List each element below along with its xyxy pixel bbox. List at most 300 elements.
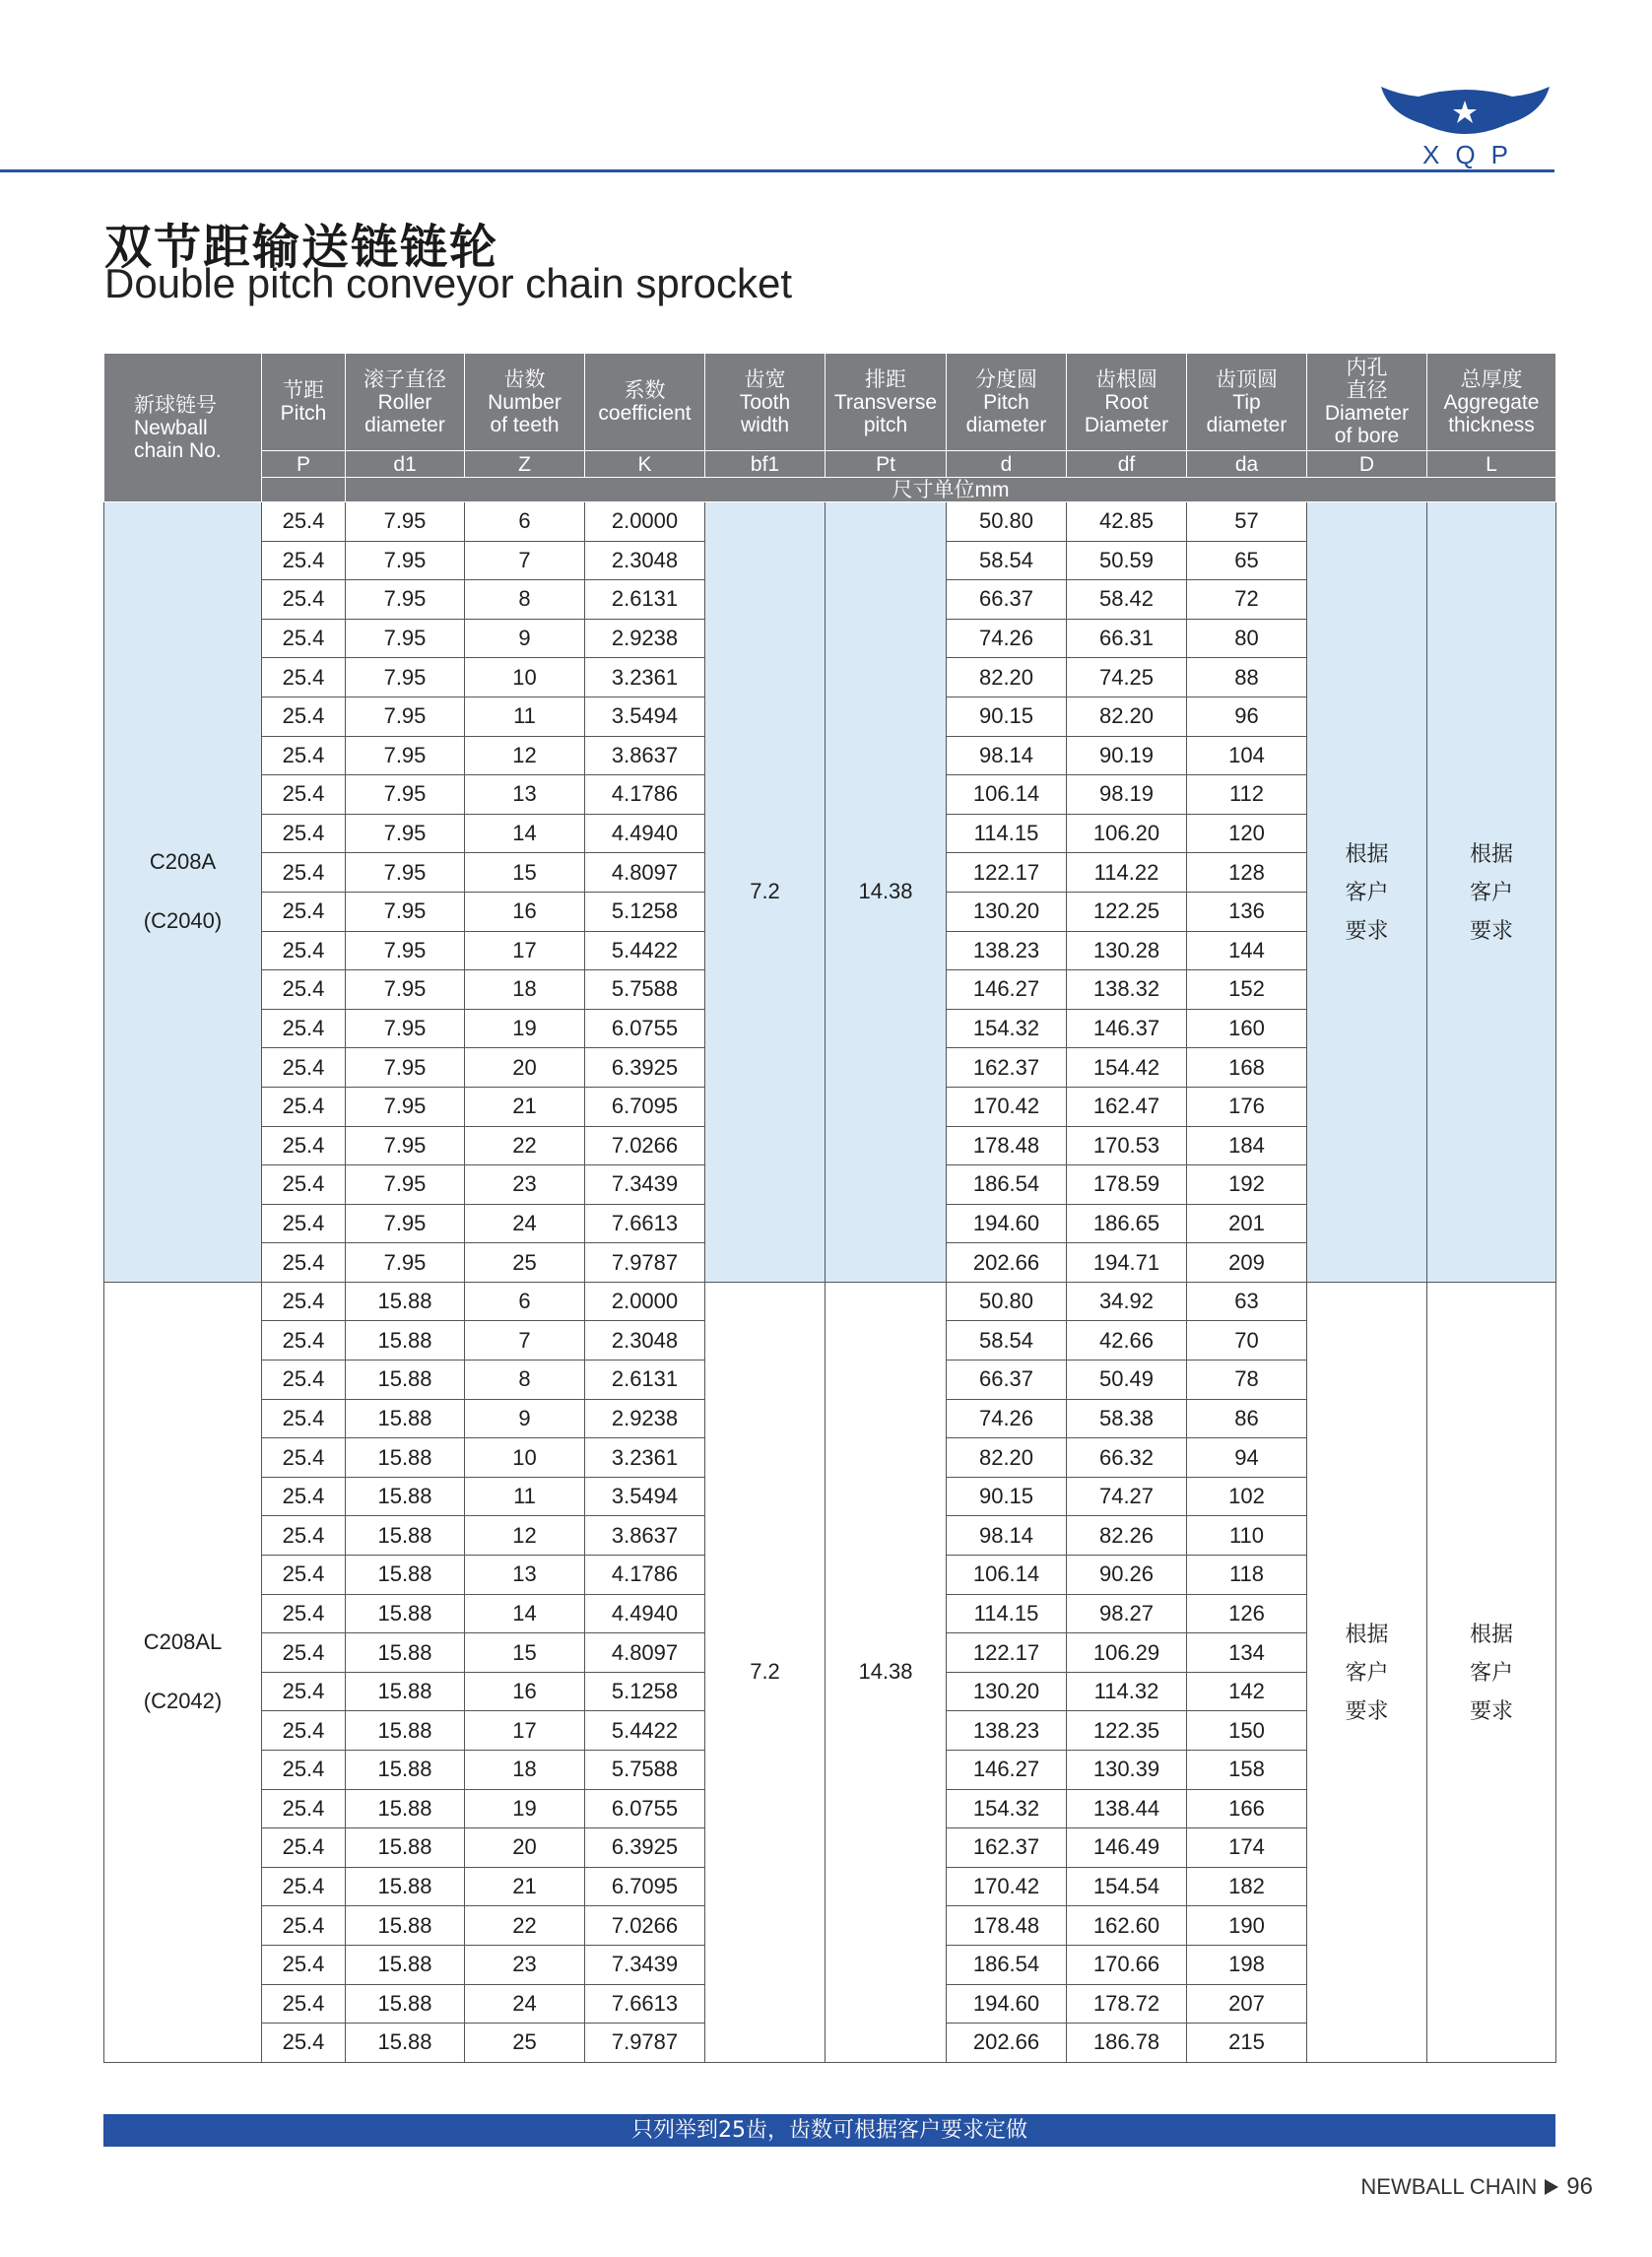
cell: 15.88 (346, 1672, 465, 1711)
cell: 2.9238 (585, 1399, 705, 1438)
cell-line: C208AL (143, 1629, 223, 1655)
header-newball-chain-no (104, 354, 262, 502)
cell: 13 (465, 775, 585, 815)
thickness-cell (1427, 1282, 1556, 2062)
cell-line: 客户 (1345, 1659, 1389, 1685)
cell: 7.95 (346, 658, 465, 697)
cell: 2.3048 (585, 541, 705, 580)
cell: 152 (1187, 970, 1307, 1010)
tooth-width-cell: 7.2 (705, 1282, 826, 2062)
cell: 130.20 (947, 892, 1067, 931)
cell: 50.49 (1067, 1361, 1187, 1400)
cell: 170.53 (1067, 1126, 1187, 1165)
cell-line: 节距 (283, 379, 324, 402)
cell: 98.27 (1067, 1594, 1187, 1633)
logo-text: XQP (1422, 140, 1524, 169)
cell: 7.6613 (585, 1984, 705, 2024)
logo (1379, 85, 1552, 168)
cell: 25.4 (262, 697, 346, 736)
cell-line: 客户 (1469, 1659, 1513, 1685)
cell-line: chain No. (134, 438, 222, 462)
cell: 110 (1187, 1516, 1307, 1556)
cell: 15.88 (346, 1945, 465, 1984)
chain-number-cell (104, 502, 262, 1283)
cell: 136 (1187, 892, 1307, 931)
cell: 178.48 (947, 1906, 1067, 1946)
cell: 144 (1187, 931, 1307, 970)
cell: 7.95 (346, 1048, 465, 1088)
cell: 6.3925 (585, 1048, 705, 1088)
cell: 12 (465, 736, 585, 775)
cell: 82.20 (947, 1438, 1067, 1478)
cell: 4.4940 (585, 814, 705, 853)
cell: 182 (1187, 1867, 1307, 1906)
cell: 154.32 (947, 1009, 1067, 1048)
cell: 15.88 (346, 1282, 465, 1321)
cell: 106.14 (947, 1556, 1067, 1595)
cell: 6.0755 (585, 1009, 705, 1048)
cell: 126 (1187, 1594, 1307, 1633)
cell: 5.4422 (585, 1711, 705, 1751)
cell-line: 根据 (1469, 1621, 1513, 1646)
thickness-cell (1427, 502, 1556, 1283)
table-note: 只列举到25齿，齿数可根据客户要求定做 (103, 2114, 1555, 2147)
cell: 90.19 (1067, 736, 1187, 775)
cell: 86 (1187, 1399, 1307, 1438)
cell: 25.4 (262, 736, 346, 775)
cell-line: Pitch (280, 402, 327, 425)
cell: 162.47 (1067, 1087, 1187, 1126)
cell: 25.4 (262, 931, 346, 970)
table-group-c208a (104, 502, 1556, 1283)
header-col-1 (346, 354, 465, 451)
cell: 25.4 (262, 541, 346, 580)
page-title-cn: 双节距输送链链轮 (104, 220, 499, 275)
cell-line: diameter (1206, 413, 1288, 436)
cell: 98.19 (1067, 775, 1187, 815)
cell: 25.4 (262, 1204, 346, 1243)
cell: 122.25 (1067, 892, 1187, 931)
cell-line: 客户 (1345, 879, 1389, 904)
cell-line: C208A (149, 849, 217, 875)
cell: 25.4 (262, 1516, 346, 1556)
header-col-5 (826, 354, 947, 451)
page-footer (1360, 2173, 1593, 2201)
cell: 19 (465, 1789, 585, 1828)
cell: 18 (465, 970, 585, 1010)
cell-line: 排距 (865, 367, 906, 391)
cell: 106.14 (947, 775, 1067, 815)
cell: 16 (465, 1672, 585, 1711)
cell: 128 (1187, 853, 1307, 893)
cell: 170.42 (947, 1087, 1067, 1126)
cell: 9 (465, 619, 585, 658)
cell: 25.4 (262, 1867, 346, 1906)
cell: 2.6131 (585, 580, 705, 620)
header-col-6 (947, 354, 1067, 451)
cell: 25.4 (262, 892, 346, 931)
cell: 98.14 (947, 736, 1067, 775)
cell: 13 (465, 1556, 585, 1595)
cell-line: Diameter (1084, 413, 1169, 436)
header-symbol-6: d (947, 451, 1067, 478)
cell: 22 (465, 1906, 585, 1946)
cell: 202.66 (947, 1243, 1067, 1283)
cell: 22 (465, 1126, 585, 1165)
cell: 66.31 (1067, 619, 1187, 658)
cell: 7.3439 (585, 1945, 705, 1984)
cell: 25.4 (262, 1751, 346, 1790)
cell-line: 内孔 (1346, 357, 1388, 379)
cell: 7.95 (346, 1009, 465, 1048)
cell: 162.37 (947, 1828, 1067, 1868)
cell: 154.54 (1067, 1867, 1187, 1906)
cell: 138.23 (947, 931, 1067, 970)
cell: 25.4 (262, 1556, 346, 1595)
cell-line: 要求 (1469, 917, 1513, 943)
cell: 178.72 (1067, 1984, 1187, 2024)
bore-diameter-cell (1307, 502, 1427, 1283)
cell-line: 齿顶圆 (1216, 367, 1278, 391)
cell: 3.8637 (585, 1516, 705, 1556)
cell: 74.26 (947, 1399, 1067, 1438)
logo-wing-icon (1379, 85, 1552, 144)
cell-line: Transverse (833, 390, 938, 414)
cell: 102 (1187, 1477, 1307, 1516)
cell: 90.15 (947, 1477, 1067, 1516)
cell: 207 (1187, 1984, 1307, 2024)
header-symbol-7: df (1067, 451, 1187, 478)
top-divider (0, 169, 1554, 172)
cell: 15.88 (346, 1789, 465, 1828)
header-col-2 (465, 354, 585, 451)
cell: 168 (1187, 1048, 1307, 1088)
cell: 130.20 (947, 1672, 1067, 1711)
cell: 176 (1187, 1087, 1307, 1126)
cell: 170.66 (1067, 1945, 1187, 1984)
cell: 194.60 (947, 1984, 1067, 2024)
cell: 3.5494 (585, 1477, 705, 1516)
header-col-3 (585, 354, 705, 451)
cell-line: Tooth (739, 390, 791, 414)
cell-line: 滚子直径 (363, 367, 446, 391)
cell: 5.1258 (585, 1672, 705, 1711)
cell: 8 (465, 580, 585, 620)
cell: 122.17 (947, 853, 1067, 893)
cell-line: 总厚度 (1460, 367, 1523, 391)
cell-line: 齿数 (503, 367, 546, 391)
cell-line: 系数 (624, 379, 666, 402)
cell: 202.66 (947, 2024, 1067, 2063)
cell: 118 (1187, 1556, 1307, 1595)
cell: 4.8097 (585, 853, 705, 893)
cell: 7.9787 (585, 1243, 705, 1283)
cell: 209 (1187, 1243, 1307, 1283)
cell-line: of bore (1334, 425, 1400, 447)
cell: 6 (465, 502, 585, 542)
cell: 146.49 (1067, 1828, 1187, 1868)
cell: 130.28 (1067, 931, 1187, 970)
cell: 7.95 (346, 931, 465, 970)
cell-line: 要求 (1345, 917, 1389, 943)
cell: 4.4940 (585, 1594, 705, 1633)
cell: 7.95 (346, 1126, 465, 1165)
cell: 7.95 (346, 853, 465, 893)
cell: 114.15 (947, 1594, 1067, 1633)
cell: 4.1786 (585, 1556, 705, 1595)
cell: 3.5494 (585, 697, 705, 736)
cell: 58.54 (947, 541, 1067, 580)
cell: 112 (1187, 775, 1307, 815)
cell: 7.95 (346, 1204, 465, 1243)
cell: 4.8097 (585, 1633, 705, 1673)
cell: 82.26 (1067, 1516, 1187, 1556)
bore-diameter-cell (1307, 1282, 1427, 2062)
cell: 190 (1187, 1906, 1307, 1946)
cell-line: 客户 (1469, 879, 1513, 904)
cell: 15.88 (346, 1321, 465, 1361)
cell: 80 (1187, 619, 1307, 658)
cell-line: 根据 (1345, 1621, 1389, 1646)
cell: 186.78 (1067, 2024, 1187, 2063)
header-blank (262, 478, 346, 502)
header-symbol-1: d1 (346, 451, 465, 478)
cell: 25.4 (262, 1945, 346, 1984)
cell: 25.4 (262, 580, 346, 620)
header-col-9 (1307, 354, 1427, 451)
header-symbol-3: K (585, 451, 705, 478)
header-symbol-8: da (1187, 451, 1307, 478)
cell: 11 (465, 697, 585, 736)
cell: 184 (1187, 1126, 1307, 1165)
cell: 90.26 (1067, 1556, 1187, 1595)
cell: 66.37 (947, 580, 1067, 620)
cell: 15.88 (346, 1438, 465, 1478)
cell: 10 (465, 658, 585, 697)
cell: 7.95 (346, 1165, 465, 1205)
cell: 15.88 (346, 1633, 465, 1673)
cell-line: 根据 (1345, 840, 1389, 866)
cell: 146.27 (947, 970, 1067, 1010)
cell: 7.95 (346, 697, 465, 736)
cell-line: (C2042) (143, 1689, 223, 1714)
header-col-10 (1427, 354, 1556, 451)
cell: 74.25 (1067, 658, 1187, 697)
cell-line: 齿宽 (744, 367, 786, 391)
cell-line: Roller (377, 390, 432, 414)
cell: 25.4 (262, 2024, 346, 2063)
cell: 215 (1187, 2024, 1307, 2063)
cell: 25.4 (262, 1361, 346, 1400)
cell: 25.4 (262, 1243, 346, 1283)
cell: 7.95 (346, 1087, 465, 1126)
cell: 6.0755 (585, 1789, 705, 1828)
cell: 7.95 (346, 1243, 465, 1283)
cell: 25.4 (262, 619, 346, 658)
cell: 7.95 (346, 580, 465, 620)
cell: 66.32 (1067, 1438, 1187, 1478)
cell-line: Aggregate (1443, 390, 1540, 414)
cell: 114.22 (1067, 853, 1187, 893)
cell: 82.20 (1067, 697, 1187, 736)
cell-line: (C2040) (143, 908, 223, 934)
cell: 186.54 (947, 1165, 1067, 1205)
cell: 7 (465, 541, 585, 580)
cell: 25.4 (262, 1711, 346, 1751)
table-row (104, 502, 1556, 542)
cell: 15.88 (346, 2024, 465, 2063)
cell: 9 (465, 1399, 585, 1438)
cell: 2.9238 (585, 619, 705, 658)
cell: 24 (465, 1984, 585, 2024)
cell: 25.4 (262, 853, 346, 893)
cell: 15.88 (346, 1556, 465, 1595)
cell: 25.4 (262, 1672, 346, 1711)
header-symbol-0: P (262, 451, 346, 478)
cell: 63 (1187, 1282, 1307, 1321)
cell: 122.17 (947, 1633, 1067, 1673)
cell: 170.42 (947, 1867, 1067, 1906)
cell: 106.20 (1067, 814, 1187, 853)
cell: 15.88 (346, 1906, 465, 1946)
cell: 7.95 (346, 619, 465, 658)
cell: 25.4 (262, 970, 346, 1010)
table-group-c208al (104, 1282, 1556, 2062)
cell: 194.71 (1067, 1243, 1187, 1283)
cell: 2.3048 (585, 1321, 705, 1361)
cell: 162.37 (947, 1048, 1067, 1088)
cell: 98.14 (947, 1516, 1067, 1556)
cell: 186.65 (1067, 1204, 1187, 1243)
cell: 138.32 (1067, 970, 1187, 1010)
cell: 19 (465, 1009, 585, 1048)
arrow-right-icon (1545, 2179, 1558, 2195)
cell: 7.3439 (585, 1165, 705, 1205)
cell-line: width (740, 413, 790, 436)
cell: 25.4 (262, 1126, 346, 1165)
cell: 57 (1187, 502, 1307, 542)
cell: 2.0000 (585, 1282, 705, 1321)
cell: 25.4 (262, 1009, 346, 1048)
cell-line: Diameter (1324, 402, 1410, 425)
cell: 120 (1187, 814, 1307, 853)
cell: 15.88 (346, 1828, 465, 1868)
cell: 18 (465, 1751, 585, 1790)
cell: 25.4 (262, 1984, 346, 2024)
header-symbol-5: Pt (826, 451, 947, 478)
cell-line: 新球链号 (134, 393, 217, 417)
cell: 21 (465, 1867, 585, 1906)
cell: 74.27 (1067, 1477, 1187, 1516)
cell: 66.37 (947, 1361, 1067, 1400)
cell: 34.92 (1067, 1282, 1187, 1321)
header-unit: 尺寸单位mm (346, 478, 1556, 502)
cell: 5.1258 (585, 892, 705, 931)
cell: 25.4 (262, 1477, 346, 1516)
cell: 7.95 (346, 814, 465, 853)
cell-line: 根据 (1469, 840, 1513, 866)
cell: 25.4 (262, 658, 346, 697)
cell: 146.37 (1067, 1009, 1187, 1048)
header-col-7 (1067, 354, 1187, 451)
cell: 192 (1187, 1165, 1307, 1205)
cell: 15 (465, 853, 585, 893)
cell: 5.7588 (585, 1751, 705, 1790)
cell: 72 (1187, 580, 1307, 620)
cell: 198 (1187, 1945, 1307, 1984)
cell: 150 (1187, 1711, 1307, 1751)
page-title-en: Double pitch conveyor chain sprocket (104, 260, 793, 306)
table-header (104, 354, 1556, 502)
cell: 15.88 (346, 1751, 465, 1790)
cell: 50.80 (947, 502, 1067, 542)
cell: 15.88 (346, 1361, 465, 1400)
cell: 5.4422 (585, 931, 705, 970)
cell: 7.95 (346, 502, 465, 542)
cell: 15 (465, 1633, 585, 1673)
cell-line: diameter (965, 413, 1047, 436)
cell: 88 (1187, 658, 1307, 697)
cell: 6.3925 (585, 1828, 705, 1868)
header-symbol-10: L (1427, 451, 1556, 478)
cell: 154.32 (947, 1789, 1067, 1828)
cell: 15.88 (346, 1867, 465, 1906)
cell: 25.4 (262, 1282, 346, 1321)
cell-line: Tip (1232, 390, 1261, 414)
cell: 122.35 (1067, 1711, 1187, 1751)
header-col-8 (1187, 354, 1307, 451)
cell: 21 (465, 1087, 585, 1126)
cell: 25.4 (262, 1087, 346, 1126)
cell: 7.95 (346, 541, 465, 580)
cell: 7 (465, 1321, 585, 1361)
cell: 7.9787 (585, 2024, 705, 2063)
cell: 134 (1187, 1633, 1307, 1673)
cell-line: 分度圆 (975, 367, 1037, 391)
cell: 160 (1187, 1009, 1307, 1048)
cell: 25.4 (262, 1594, 346, 1633)
header-symbol-9: D (1307, 451, 1427, 478)
transverse-pitch-cell: 14.38 (826, 1282, 947, 2062)
header-col-0 (262, 354, 346, 451)
cell: 3.8637 (585, 736, 705, 775)
cell: 6.7095 (585, 1087, 705, 1126)
cell: 5.7588 (585, 970, 705, 1010)
cell: 16 (465, 892, 585, 931)
cell: 50.80 (947, 1282, 1067, 1321)
cell: 11 (465, 1477, 585, 1516)
cell: 20 (465, 1048, 585, 1088)
cell: 25.4 (262, 1165, 346, 1205)
cell-line: Root (1104, 390, 1149, 414)
cell: 138.23 (947, 1711, 1067, 1751)
cell: 8 (465, 1361, 585, 1400)
cell: 58.42 (1067, 580, 1187, 620)
cell: 14 (465, 814, 585, 853)
cell-line: 直径 (1346, 379, 1388, 402)
cell: 162.60 (1067, 1906, 1187, 1946)
cell: 201 (1187, 1204, 1307, 1243)
cell: 194.60 (947, 1204, 1067, 1243)
cell: 94 (1187, 1438, 1307, 1478)
cell: 15.88 (346, 1594, 465, 1633)
cell: 2.6131 (585, 1361, 705, 1400)
cell-line: coefficient (598, 402, 692, 425)
cell: 25.4 (262, 1789, 346, 1828)
cell: 25.4 (262, 1906, 346, 1946)
cell: 7.6613 (585, 1204, 705, 1243)
cell-line: thickness (1448, 413, 1535, 436)
